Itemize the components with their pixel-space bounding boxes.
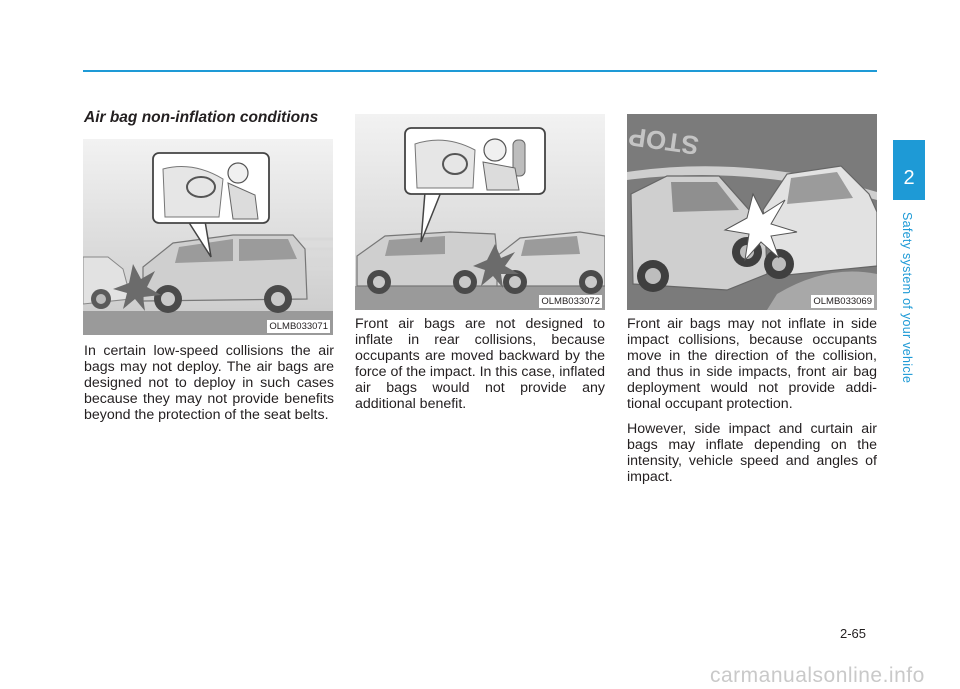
- figure-code: OLMB033069: [813, 296, 872, 307]
- low-speed-collision-illustration: [83, 139, 333, 335]
- figure-low-speed-collision: [83, 139, 333, 335]
- column-3-text: [627, 316, 877, 494]
- paragraph: In certain low-speed collisions the air bags may not deploy. The air bags are designed not to deploy in such cases because they may not provide benefits beyond the protection of the seat belts.: [84, 343, 334, 423]
- column-1-text: [84, 343, 334, 432]
- side-impact-illustration: [627, 114, 877, 310]
- paragraph: Front air bags are not designed to inflate in rear collisions, because occupants are moved backward by the force of the impact. In this case, inflated air bags would not provide any additional benefit.: [355, 316, 605, 412]
- page-number: 2-65: [840, 626, 867, 641]
- figure-code: OLMB033071: [269, 321, 328, 332]
- chapter-title: Safety system of your vehicle: [900, 212, 914, 384]
- paragraph: Front air bags may not inflate in side impact collisions, because occupants move in the direction of the collision, and thus in side impacts, front air bag deployment would not provide addi-tional occupant protection.: [627, 316, 877, 412]
- figure-code: OLMB033072: [541, 296, 600, 307]
- chapter-tab: [893, 140, 925, 200]
- rear-collision-illustration: [355, 114, 605, 310]
- column-2-text: [355, 316, 605, 421]
- chapter-number: 2: [903, 167, 915, 189]
- header-rule: [83, 70, 877, 72]
- road-stop-text: STOP: [627, 121, 701, 161]
- section-title: Air bag non-inflation conditions: [84, 109, 319, 126]
- figure-side-impact: [627, 114, 877, 310]
- paragraph: However, side impact and curtain air bags may inflate depending on the intensity, vehicle speed and angles of impact.: [627, 421, 877, 485]
- figure-rear-collision: [355, 114, 605, 310]
- watermark: carmanualsonline.info: [710, 664, 925, 687]
